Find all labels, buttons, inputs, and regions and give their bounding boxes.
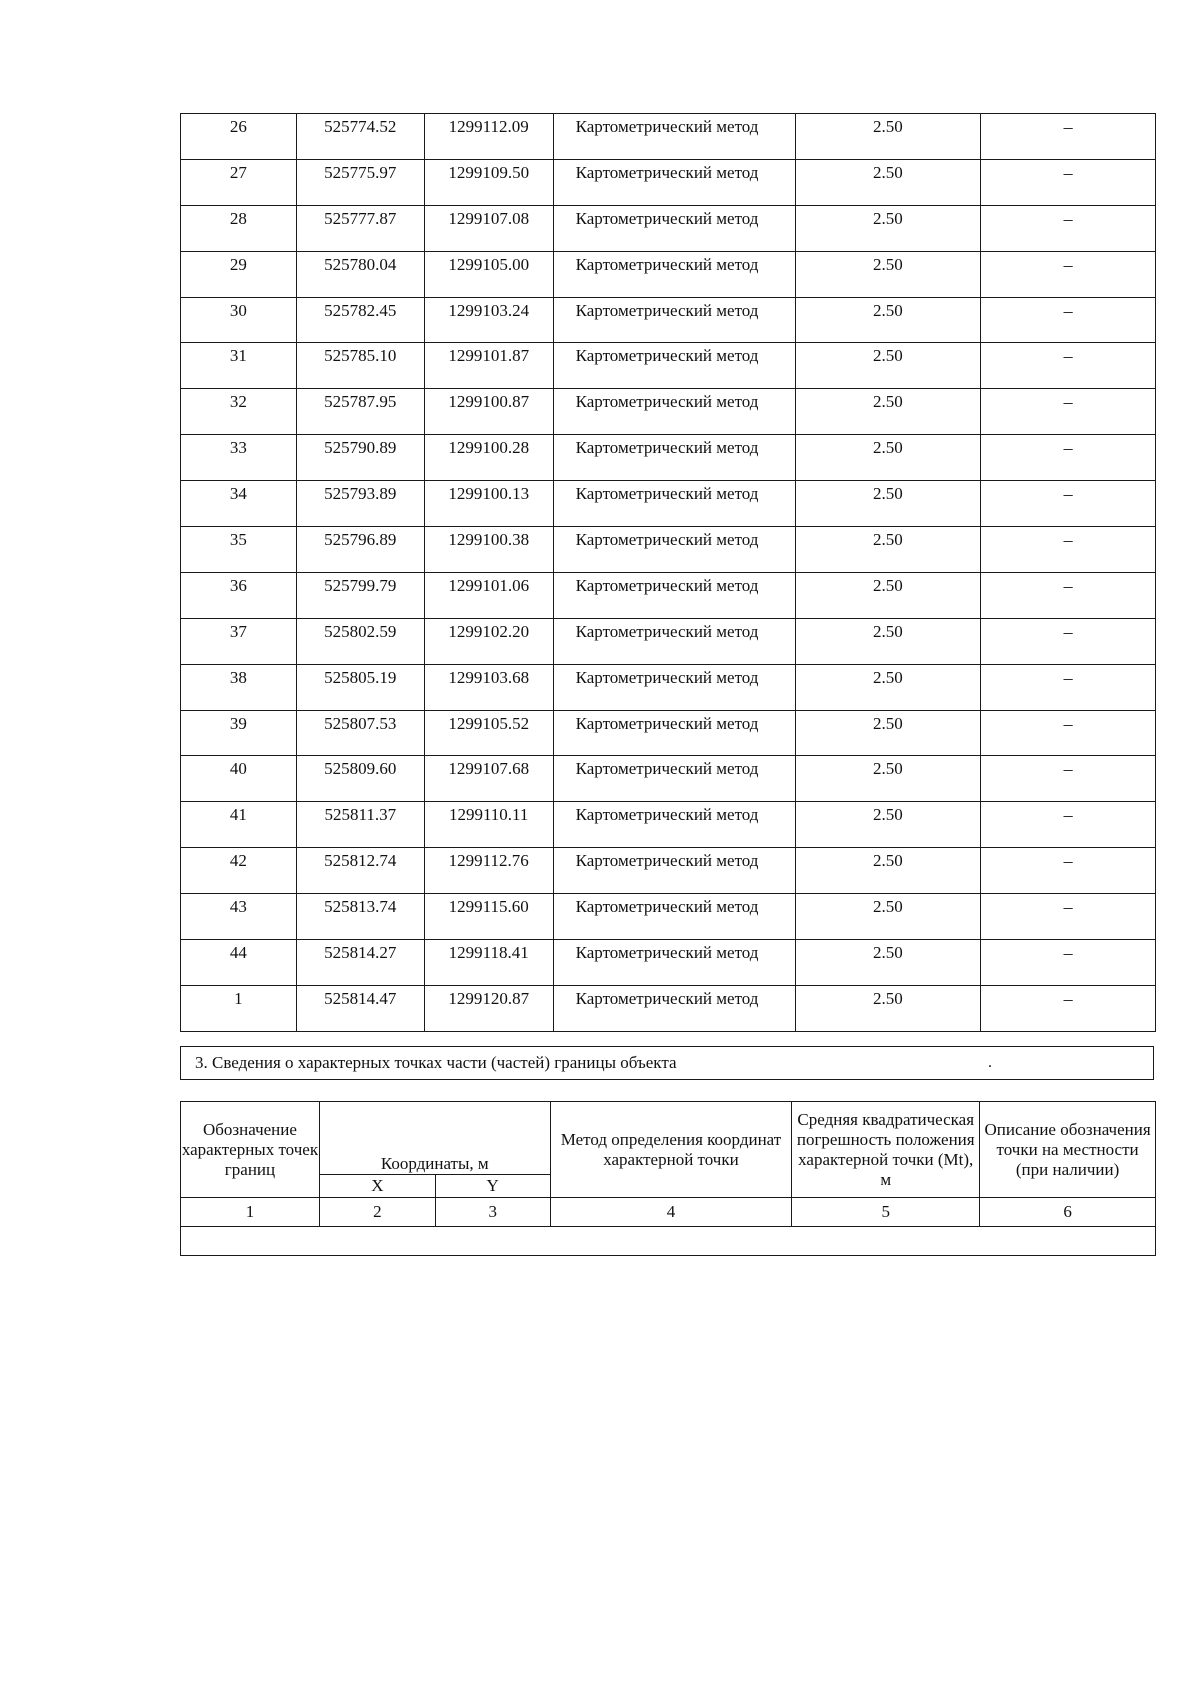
- cell-mean-square-error: 2.50: [795, 159, 981, 205]
- cell-mean-square-error: 2.50: [795, 297, 981, 343]
- cell-coord-x: 525805.19: [296, 664, 424, 710]
- header-point-designation: Обозначение характерных точек границ: [181, 1102, 320, 1198]
- column-number: 6: [980, 1198, 1156, 1227]
- cell-coord-y: 1299100.28: [424, 435, 553, 481]
- cell-method: Картометрический метод: [553, 940, 795, 986]
- table-row: [181, 297, 1156, 343]
- cell-description: –: [981, 756, 1156, 802]
- cell-coord-y: 1299100.38: [424, 527, 553, 573]
- cell-description: –: [981, 618, 1156, 664]
- cell-method: Картометрический метод: [553, 389, 795, 435]
- cell-method: Картометрический метод: [553, 251, 795, 297]
- cell-coord-y: 1299101.87: [424, 343, 553, 389]
- column-number: 2: [319, 1198, 435, 1227]
- table-row: [181, 664, 1156, 710]
- cell-method: Картометрический метод: [553, 205, 795, 251]
- cell-method: Картометрический метод: [553, 894, 795, 940]
- cell-mean-square-error: 2.50: [795, 940, 981, 986]
- cell-method: Картометрический метод: [553, 297, 795, 343]
- cell-point-number: 41: [181, 802, 297, 848]
- cell-coord-y: 1299107.68: [424, 756, 553, 802]
- table-row: [181, 618, 1156, 664]
- table-row: [181, 940, 1156, 986]
- cell-description: –: [981, 251, 1156, 297]
- cell-point-number: 28: [181, 205, 297, 251]
- cell-coord-y: 1299103.24: [424, 297, 553, 343]
- cell-description: –: [981, 159, 1156, 205]
- table-row: [181, 205, 1156, 251]
- table-row: [181, 985, 1156, 1031]
- cell-coord-x: 525774.52: [296, 114, 424, 160]
- cell-description: –: [981, 389, 1156, 435]
- table-row: [181, 756, 1156, 802]
- cell-coord-x: 525814.47: [296, 985, 424, 1031]
- cell-point-number: 29: [181, 251, 297, 297]
- table-row: [181, 389, 1156, 435]
- cell-coord-x: 525777.87: [296, 205, 424, 251]
- table-row: [181, 251, 1156, 297]
- table-row: [181, 114, 1156, 160]
- cell-point-number: 35: [181, 527, 297, 573]
- table-row: [181, 527, 1156, 573]
- empty-data-row: [181, 1227, 1156, 1256]
- cell-mean-square-error: 2.50: [795, 527, 981, 573]
- cell-point-number: 37: [181, 618, 297, 664]
- cell-description: –: [981, 710, 1156, 756]
- cell-point-number: 34: [181, 481, 297, 527]
- column-numbers-row: [181, 1198, 1156, 1227]
- cell-mean-square-error: 2.50: [795, 572, 981, 618]
- characteristic-points-table: [180, 113, 1156, 1032]
- cell-coord-x: 525811.37: [296, 802, 424, 848]
- cell-coord-x: 525785.10: [296, 343, 424, 389]
- cell-coord-y: 1299102.20: [424, 618, 553, 664]
- empty-cell: [181, 1227, 1156, 1256]
- cell-coord-x: 525809.60: [296, 756, 424, 802]
- header-coordinates: Координаты, м: [319, 1102, 550, 1175]
- cell-mean-square-error: 2.50: [795, 251, 981, 297]
- cell-method: Картометрический метод: [553, 572, 795, 618]
- cell-description: –: [981, 664, 1156, 710]
- cell-coord-x: 525802.59: [296, 618, 424, 664]
- cell-method: Картометрический метод: [553, 985, 795, 1031]
- cell-method: Картометрический метод: [553, 848, 795, 894]
- header-mean-square-error: Средняя квадратическая погрешность положения характерной точки (Mt), м: [792, 1102, 980, 1198]
- cell-mean-square-error: 2.50: [795, 389, 981, 435]
- cell-mean-square-error: 2.50: [795, 802, 981, 848]
- cell-coord-y: 1299112.09: [424, 114, 553, 160]
- cell-description: –: [981, 114, 1156, 160]
- cell-mean-square-error: 2.50: [795, 205, 981, 251]
- cell-coord-y: 1299118.41: [424, 940, 553, 986]
- header-y: Y: [435, 1175, 550, 1198]
- cell-description: –: [981, 481, 1156, 527]
- cell-point-number: 42: [181, 848, 297, 894]
- cell-point-number: 44: [181, 940, 297, 986]
- cell-description: –: [981, 985, 1156, 1031]
- cell-description: –: [981, 527, 1156, 573]
- header-description: Описание обозначения точки на местности (при наличии): [980, 1102, 1156, 1198]
- caption-dot-mark: .: [988, 1054, 992, 1071]
- cell-method: Картометрический метод: [553, 527, 795, 573]
- cell-coord-y: 1299100.13: [424, 481, 553, 527]
- cell-mean-square-error: 2.50: [795, 618, 981, 664]
- table-row: [181, 435, 1156, 481]
- cell-mean-square-error: 2.50: [795, 848, 981, 894]
- cell-description: –: [981, 894, 1156, 940]
- cell-method: Картометрический метод: [553, 756, 795, 802]
- cell-mean-square-error: 2.50: [795, 985, 981, 1031]
- cell-coord-y: 1299112.76: [424, 848, 553, 894]
- table-row: [181, 343, 1156, 389]
- column-number: 1: [181, 1198, 320, 1227]
- cell-method: Картометрический метод: [553, 710, 795, 756]
- cell-method: Картометрический метод: [553, 481, 795, 527]
- cell-mean-square-error: 2.50: [795, 481, 981, 527]
- column-number: 4: [550, 1198, 792, 1227]
- cell-method: Картометрический метод: [553, 802, 795, 848]
- cell-coord-y: 1299109.50: [424, 159, 553, 205]
- cell-coord-x: 525787.95: [296, 389, 424, 435]
- cell-method: Картометрический метод: [553, 664, 795, 710]
- cell-point-number: 33: [181, 435, 297, 481]
- cell-coord-x: 525807.53: [296, 710, 424, 756]
- cell-description: –: [981, 802, 1156, 848]
- table-row: [181, 802, 1156, 848]
- cell-coord-x: 525780.04: [296, 251, 424, 297]
- table-row: [181, 894, 1156, 940]
- header-method: Метод определения координат характерной точки: [550, 1102, 792, 1198]
- table-row: [181, 848, 1156, 894]
- cell-coord-y: 1299101.06: [424, 572, 553, 618]
- cell-description: –: [981, 297, 1156, 343]
- cell-coord-y: 1299110.11: [424, 802, 553, 848]
- cell-coord-x: 525793.89: [296, 481, 424, 527]
- cell-coord-x: 525813.74: [296, 894, 424, 940]
- cell-mean-square-error: 2.50: [795, 664, 981, 710]
- section-3-caption: [180, 1046, 1154, 1080]
- cell-description: –: [981, 848, 1156, 894]
- cell-mean-square-error: 2.50: [795, 343, 981, 389]
- cell-mean-square-error: 2.50: [795, 710, 981, 756]
- table-row: [181, 481, 1156, 527]
- cell-coord-y: 1299103.68: [424, 664, 553, 710]
- cell-description: –: [981, 343, 1156, 389]
- section-3-title: 3. Сведения о характерных точках части (частей) границы объекта: [195, 1053, 677, 1072]
- cell-point-number: 1: [181, 985, 297, 1031]
- cell-coord-y: 1299115.60: [424, 894, 553, 940]
- cell-description: –: [981, 435, 1156, 481]
- cell-point-number: 43: [181, 894, 297, 940]
- table-row: [181, 159, 1156, 205]
- cell-point-number: 38: [181, 664, 297, 710]
- cell-point-number: 27: [181, 159, 297, 205]
- cell-coord-x: 525782.45: [296, 297, 424, 343]
- cell-coord-x: 525812.74: [296, 848, 424, 894]
- cell-mean-square-error: 2.50: [795, 756, 981, 802]
- cell-coord-x: 525796.89: [296, 527, 424, 573]
- cell-coord-y: 1299105.52: [424, 710, 553, 756]
- cell-description: –: [981, 205, 1156, 251]
- cell-point-number: 40: [181, 756, 297, 802]
- cell-method: Картометрический метод: [553, 618, 795, 664]
- cell-point-number: 30: [181, 297, 297, 343]
- cell-point-number: 26: [181, 114, 297, 160]
- cell-point-number: 31: [181, 343, 297, 389]
- cell-description: –: [981, 940, 1156, 986]
- section-3-points-table: [180, 1101, 1156, 1256]
- column-number: 5: [792, 1198, 980, 1227]
- points-table-body: [181, 114, 1156, 1032]
- cell-coord-x: 525775.97: [296, 159, 424, 205]
- cell-point-number: 32: [181, 389, 297, 435]
- cell-mean-square-error: 2.50: [795, 435, 981, 481]
- header-x: X: [319, 1175, 435, 1198]
- cell-coord-y: 1299107.08: [424, 205, 553, 251]
- cell-method: Картометрический метод: [553, 159, 795, 205]
- cell-coord-x: 525814.27: [296, 940, 424, 986]
- cell-method: Картометрический метод: [553, 343, 795, 389]
- column-number: 3: [435, 1198, 550, 1227]
- cell-method: Картометрический метод: [553, 114, 795, 160]
- cell-coord-y: 1299105.00: [424, 251, 553, 297]
- cell-coord-x: 525799.79: [296, 572, 424, 618]
- cell-mean-square-error: 2.50: [795, 114, 981, 160]
- cell-coord-y: 1299100.87: [424, 389, 553, 435]
- cell-description: –: [981, 572, 1156, 618]
- table-row: [181, 572, 1156, 618]
- cell-coord-x: 525790.89: [296, 435, 424, 481]
- cell-mean-square-error: 2.50: [795, 894, 981, 940]
- cell-point-number: 39: [181, 710, 297, 756]
- cell-coord-y: 1299120.87: [424, 985, 553, 1031]
- cell-method: Картометрический метод: [553, 435, 795, 481]
- table-row: [181, 710, 1156, 756]
- cell-point-number: 36: [181, 572, 297, 618]
